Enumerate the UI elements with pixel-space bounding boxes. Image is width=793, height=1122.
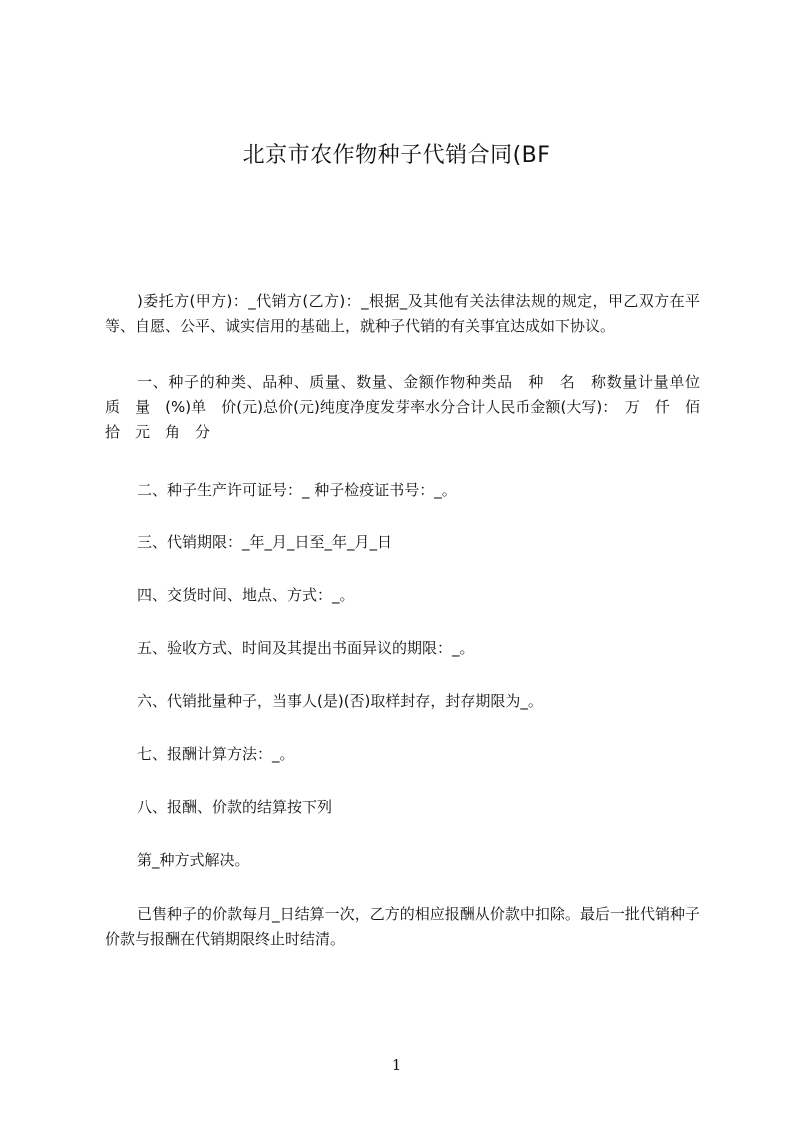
paragraph-term: 三、代销期限：_年_月_日至_年_月_日 — [137, 533, 393, 551]
paragraph-delivery: 四、交货时间、地点、方式：_。 — [137, 586, 355, 604]
paragraph-remuneration: 七、报酬计算方法：_。 — [137, 745, 295, 763]
paragraph-payment: 已售种子的价款每月_日结算一次，乙方的相应报酬从价款中扣除。最后一批代销种子价款与报酬在代销期限终止时结清。 — [105, 905, 700, 948]
paragraph-settlement: 八、报酬、价款的结算按下列 — [137, 798, 333, 816]
paragraph-license: 二、种子生产许可证号：_ 种子检疫证书号：_。 — [137, 481, 457, 499]
paragraph-intro: )委托方(甲方)：_代销方(乙方)：_根据_及其他有关法律法规的规定，甲乙双方在平等、自愿、公平、诚实信用的基础上，就种子代销的有关事宜达成如下协议。 — [105, 292, 700, 335]
page-number: 1 — [391, 1056, 402, 1074]
paragraph-seed-types: 一、种子的种类、品种、质量、数量、金额作物种类品 种 名 称数量计量单位 质 量 (%)单 价(元)总价(元)纯度净度发芽率水分合计人民币金额(大写)： 万 仟 佰 拾 元 角 分 — [105, 373, 716, 441]
paragraph-settlement-method: 第_种方式解决。 — [137, 851, 250, 869]
paragraph-acceptance: 五、验收方式、时间及其提出书面异议的期限：_。 — [137, 639, 475, 657]
document-title: 北京市农作物种子代销合同(BF — [242, 143, 551, 168]
paragraph-sampling: 六、代销批量种子，当事人(是)(否)取样封存，封存期限为_。 — [137, 692, 543, 710]
